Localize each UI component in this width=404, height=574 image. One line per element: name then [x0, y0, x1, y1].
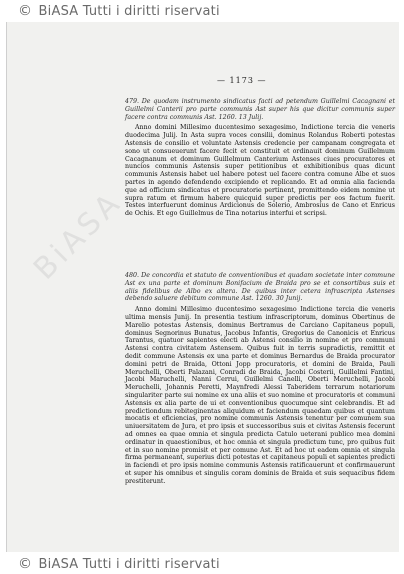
doc-480-body: Anno domini Millesimo ducentesimo sexagesimo Indictione tercia die veneris ultima mensis Junij. In presentia testium infrascriptorum, dominus Obertinus de Marelio potestas Astensis, dominus Bertramus de Carciano Capitaneus populi, dominus Segnorinus Bunatus, Jacobus Infantis, Gregorius de Canonicis et Enricus Tarantus, quatuor sapientes electi ab Astensi consilio in nomine et pro communi Astensi contra civitatem Astensem. Quibus fuit in terris supradictis, remittit et dedit commune Astensis ex una parte et dominus Bernardus de Braida procurator domini petri de Braida, Ottoni Jopp procuratoris, et domini de Braida, Pauli Meruchelli, Oberti Palazani, Conradi de Braida, Jacobi Costerii, Guillelmi Fantini, Jacobi Maruchelli, Nanni Cerrui, Guillelmi Canelli, Oberti Meruchelli, Jacobi Meruchelli, Johannis Peretti, Maynfredi Alessi Taberidem terrarum notariorum singulariter parte sui nomine ex una aliis et suo nomine et procuratoris et communi Astensis ex alia parte de ui et conventionibus quocumque sint celebrandis. Et ad predictiondum rebiteginentas aliquidum et faciendum quaedam quibus et quantum mocatis et eficiencias, pro nomine communis Astensis tenentur per comunem sua uniuersitatem de Jura, et pro ipsis et successoribus suis et civitas Astensis fecerunt ad omnes ea quae omnia et singula predicta Catulo ueterani publico mea domini ordinatur in quaestionibus, et hoc omnia et singula predictum tunc, pro quibus fuit et in suo nomine promisit et per comune Ast. Et ad hoc ut eadem omnia et singula firma permaneant, superius dicti potestas et capitaneus populi et sapientes predicti in faciendi et pro ipsis nomine communis Astensis ratificauerunt et confirmauerunt et super his omnibus et singulis coram dominis de Braida et suis sequacibus fidem prestiterunt. [125, 306, 395, 485]
library-logo-icon-bottom: © [18, 556, 33, 572]
watermark-top-text: BiASA Tutti i diritti riservati [38, 4, 220, 19]
watermark-top [18, 3, 220, 19]
watermark-bottom-text: BiASA Tutti i diritti riservati [38, 557, 220, 572]
doc-480 [125, 272, 395, 486]
doc-480-heading: 480. De concordia et statuto de conventionibus et quadam societate inter commune Ast ex una parte et dominum Bonifacium de Braida pro se et consortibus suis et aliis fidelibus de Albo ex altera. De quibus inter cetera infrascripta Astenses debendo saluere debitum commune Ast. 1260. 30 Junij. [125, 272, 395, 303]
doc-479-body: Anno domini Millesimo ducentesimo sexagesimo, Indictione tercia die veneris duodecima Julij. In Asta supra voces consilii, dominus Rolandus Roberti potestas Astensis de consilio et voluntate Astensis credencie per campanam congregata et sono ut consueuerunt facere fecit et constituit et ordinauit dominum Guillelmum Cacagnanum et dominum Guillelmum Canterium Astenses ciues procuratores et nuncios communis Astensis super petitionibus et exhibitionibus quas dicunt communis Astensis habet uel habere potest uel facere contra comune Albe et suos partes in agendo defendendo excipiendo et replicando. Et ad omnia alia facienda que ad officium sindicatus et procuratorie pertinent, promittendo eidem nomine ut supra ratum et firmum habere quicquid super predictis per eos factum fuerit. Testes interfuerunt dominus Ardicionus de Solerio, Ambrosius de Cano et Enricus de Ochis. Et ego Guillelmus de Tina notarius interfui et scripsi. [125, 124, 395, 218]
library-logo-icon: © [18, 3, 33, 19]
doc-479 [125, 98, 395, 218]
doc-479-heading: 479. De quodam instrumento sindicatus facti ad petendum Guillelmi Cacagnani et Guillelmi Canterii pro parte communis Ast super his que dicitur communis super facere contra communis Ast. 1260. 13 Julij. [125, 98, 395, 121]
watermark-bottom [18, 556, 220, 572]
diagonal-watermark: BiASA [27, 184, 130, 287]
bottom-watermark-bar [0, 554, 404, 574]
top-watermark-bar [0, 0, 404, 20]
page-number: — 1173 — [217, 76, 267, 85]
scanned-page [6, 22, 399, 552]
